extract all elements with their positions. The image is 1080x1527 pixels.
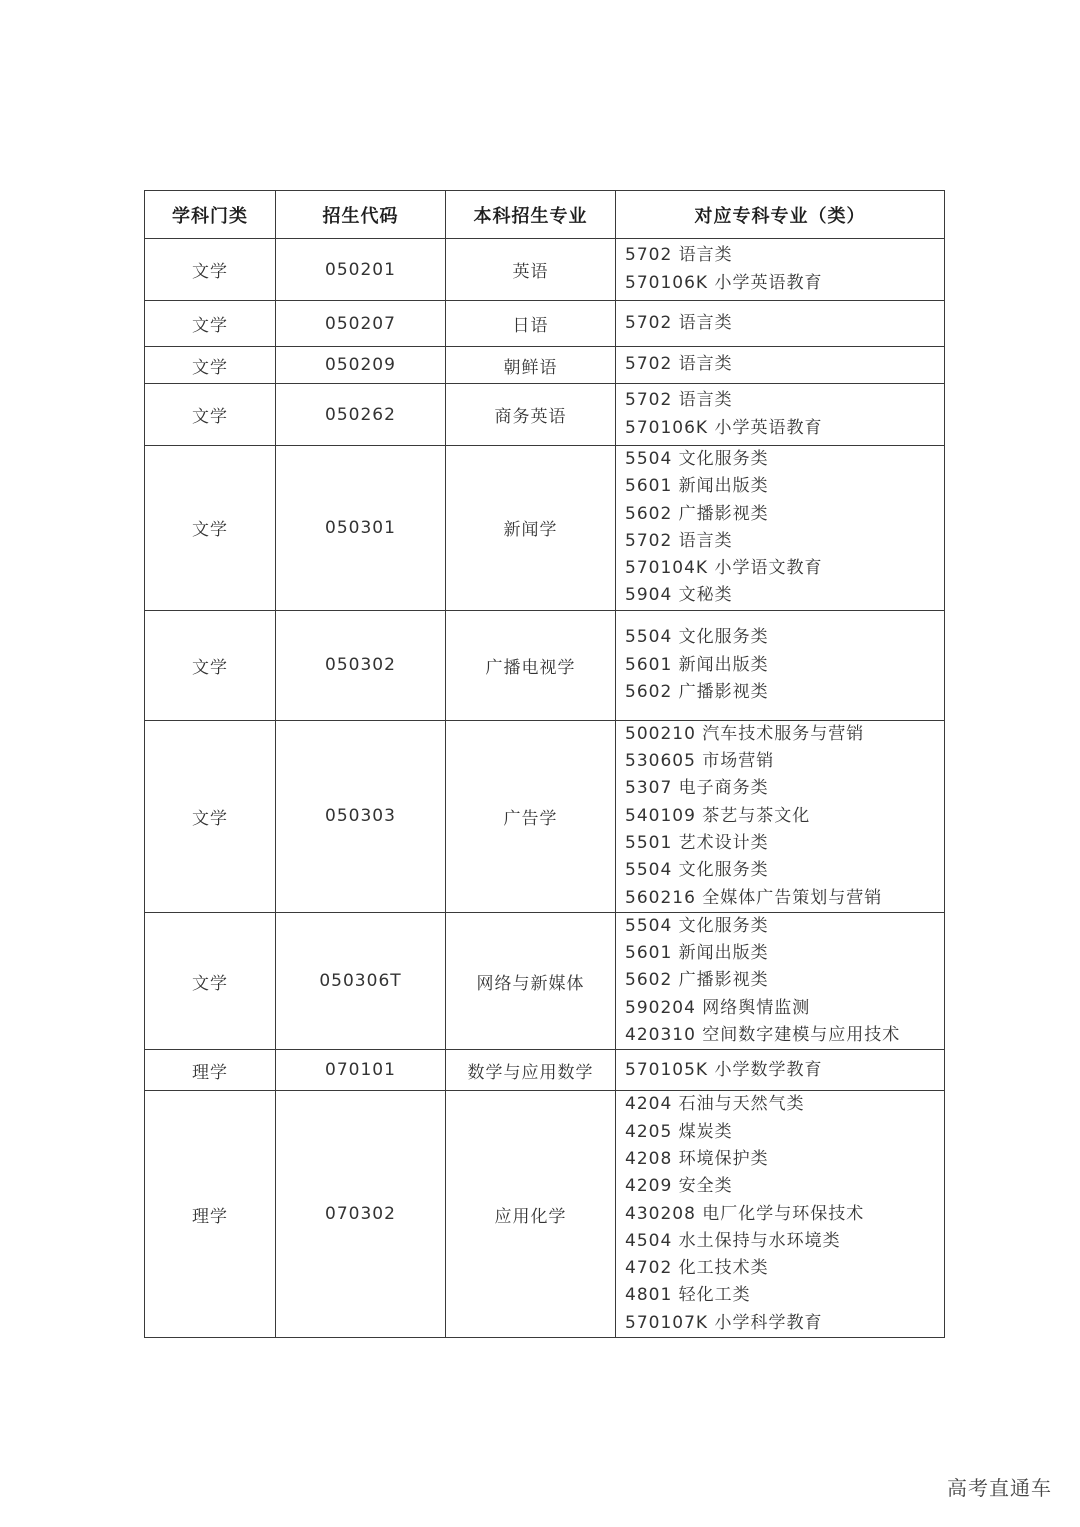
cell-related-majors — [616, 384, 945, 446]
related-major-item: 590204 网络舆情监测 — [625, 997, 811, 1018]
related-major-item: 5702 语言类 — [625, 354, 733, 375]
header-major: 本科招生专业 — [446, 191, 616, 239]
cell-category: 文学 — [145, 610, 276, 720]
cell-category: 文学 — [145, 239, 276, 301]
related-major-item: 430208 电厂化学与环保技术 — [625, 1203, 865, 1224]
related-major-item: 5602 广播影视类 — [625, 503, 769, 524]
related-major-item: 500210 汽车技术服务与营销 — [625, 723, 865, 744]
related-major-item: 540109 茶艺与茶文化 — [625, 805, 811, 826]
related-major-item: 5601 新闻出版类 — [625, 654, 769, 675]
related-major-item: 4702 化工技术类 — [625, 1258, 769, 1279]
cell-code: 050306T — [276, 912, 446, 1049]
cell-code: 050209 — [276, 347, 446, 384]
cell-code: 050262 — [276, 384, 446, 446]
related-major-item: 570104K 小学语文教育 — [625, 558, 823, 579]
cell-code: 050302 — [276, 610, 446, 720]
cell-related-majors — [616, 347, 945, 384]
cell-code: 050301 — [276, 446, 446, 611]
cell-code: 050303 — [276, 720, 446, 912]
table-row — [145, 239, 945, 301]
related-major-item: 4504 水土保持与水环境类 — [625, 1230, 841, 1251]
table-row — [145, 912, 945, 1049]
table-row — [145, 384, 945, 446]
header-related-majors: 对应专科专业（类） — [616, 191, 945, 239]
cell-category: 文学 — [145, 301, 276, 347]
cell-major: 广播电视学 — [446, 610, 616, 720]
cell-related-majors — [616, 720, 945, 912]
cell-major: 日语 — [446, 301, 616, 347]
cell-related-majors — [616, 1091, 945, 1338]
cell-major: 应用化学 — [446, 1091, 616, 1338]
cell-code: 070101 — [276, 1050, 446, 1091]
cell-related-majors — [616, 239, 945, 301]
table-row — [145, 610, 945, 720]
related-major-item: 5501 艺术设计类 — [625, 832, 769, 853]
cell-major: 英语 — [446, 239, 616, 301]
related-major-item: 570105K 小学数学教育 — [625, 1059, 823, 1080]
cell-code: 050201 — [276, 239, 446, 301]
cell-category: 文学 — [145, 446, 276, 611]
related-major-item: 5602 广播影视类 — [625, 681, 769, 702]
related-major-item: 5702 语言类 — [625, 312, 733, 333]
table-row — [145, 446, 945, 611]
cell-major: 新闻学 — [446, 446, 616, 611]
related-major-item: 5307 电子商务类 — [625, 778, 769, 799]
table-row — [145, 347, 945, 384]
related-major-item: 4204 石油与天然气类 — [625, 1094, 805, 1115]
related-major-item: 4208 环境保护类 — [625, 1148, 769, 1169]
related-major-item: 5504 文化服务类 — [625, 449, 769, 469]
cell-category: 文学 — [145, 720, 276, 912]
table-row — [145, 720, 945, 912]
table-header-row — [145, 191, 945, 239]
header-category: 学科门类 — [145, 191, 276, 239]
header-code: 招生代码 — [276, 191, 446, 239]
cell-related-majors — [616, 1050, 945, 1091]
related-major-item: 5602 广播影视类 — [625, 970, 769, 991]
related-major-item: 570106K 小学英语教育 — [625, 417, 823, 438]
related-major-item: 570106K 小学英语教育 — [625, 272, 823, 293]
cell-major: 商务英语 — [446, 384, 616, 446]
cell-related-majors — [616, 446, 945, 611]
cell-category: 理学 — [145, 1091, 276, 1338]
table-body — [145, 239, 945, 1338]
cell-category: 理学 — [145, 1050, 276, 1091]
cell-major: 广告学 — [446, 720, 616, 912]
related-major-item: 5702 语言类 — [625, 390, 733, 411]
cell-category: 文学 — [145, 347, 276, 384]
cell-related-majors — [616, 610, 945, 720]
related-major-item: 5904 文秘类 — [625, 585, 733, 606]
cell-code: 070302 — [276, 1091, 446, 1338]
cell-category: 文学 — [145, 384, 276, 446]
cell-code: 050207 — [276, 301, 446, 347]
related-major-item: 5702 语言类 — [625, 245, 733, 266]
table-row — [145, 1091, 945, 1338]
cell-major: 朝鲜语 — [446, 347, 616, 384]
table-row — [145, 1050, 945, 1091]
cell-major: 网络与新媒体 — [446, 912, 616, 1049]
related-major-item: 5702 语言类 — [625, 530, 733, 551]
cell-category: 文学 — [145, 912, 276, 1049]
cell-major: 数学与应用数学 — [446, 1050, 616, 1091]
cell-related-majors — [616, 301, 945, 347]
related-major-item: 5601 新闻出版类 — [625, 476, 769, 497]
table-row — [145, 301, 945, 347]
related-major-item: 420310 空间数字建模与应用技术 — [625, 1025, 901, 1046]
watermark: 高考直通车 — [947, 1476, 1052, 1500]
related-major-item: 570107K 小学科学教育 — [625, 1312, 823, 1333]
related-major-item: 5504 文化服务类 — [625, 860, 769, 881]
related-major-item: 5504 文化服务类 — [625, 627, 769, 648]
related-major-item: 4205 煤炭类 — [625, 1121, 733, 1142]
majors-table-container — [144, 190, 944, 1338]
cell-related-majors — [616, 912, 945, 1049]
related-major-item: 4209 安全类 — [625, 1176, 733, 1197]
related-major-item: 530605 市场营销 — [625, 751, 775, 772]
related-major-item: 4801 轻化工类 — [625, 1285, 751, 1306]
related-major-item: 5601 新闻出版类 — [625, 943, 769, 964]
majors-table — [144, 190, 945, 1338]
related-major-item: 560216 全媒体广告策划与营销 — [625, 887, 883, 908]
related-major-item: 5504 文化服务类 — [625, 915, 769, 936]
